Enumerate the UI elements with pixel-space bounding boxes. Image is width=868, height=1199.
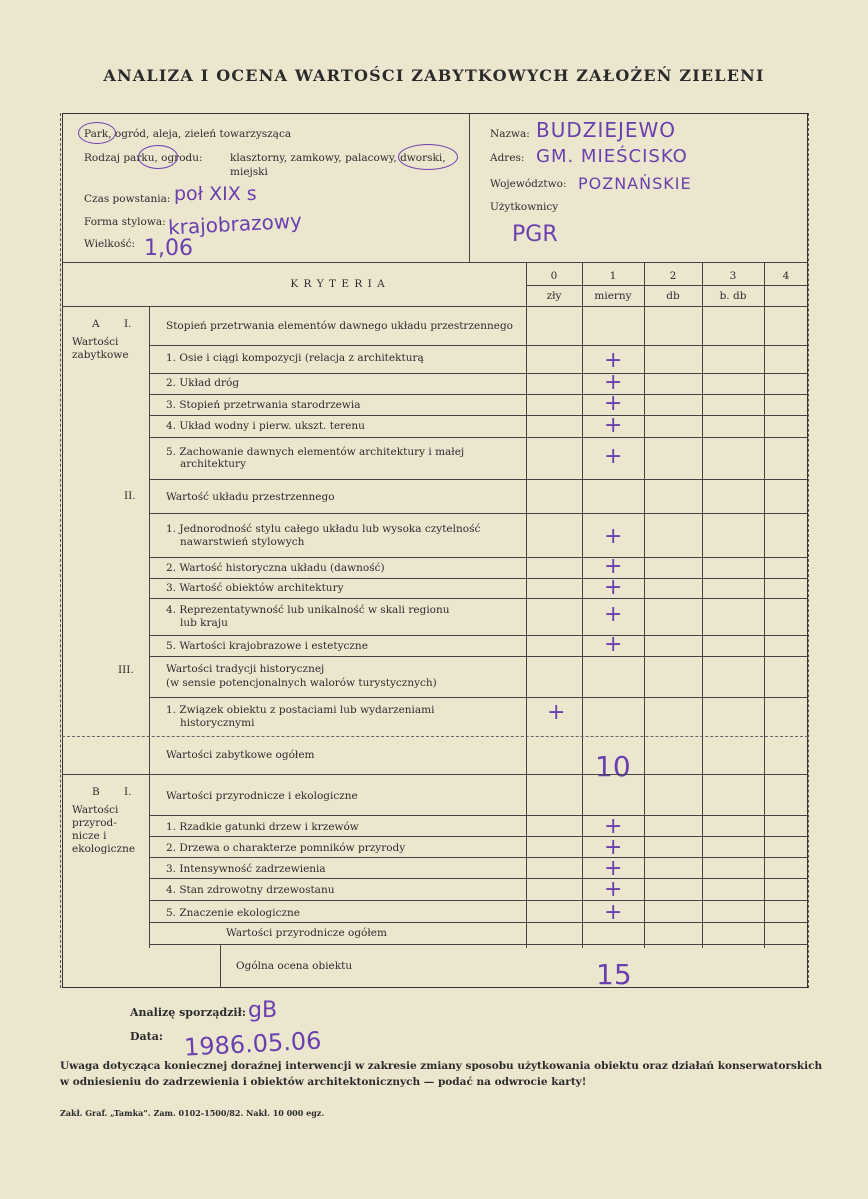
plus-mark: + xyxy=(604,575,623,600)
section-b-heading: Wartości przyrodnicze i ekologiczne xyxy=(166,790,358,802)
section-b-name-3: nicze i xyxy=(72,830,107,842)
plus-mark: + xyxy=(604,554,623,579)
score-col-line-3 xyxy=(702,262,703,948)
header-divider xyxy=(469,114,470,262)
uwaga-line-2: w odniesieniu do zadrzewienia i obiektów architektonicznych — podać na odwrocie karty! xyxy=(60,1076,587,1088)
g1-line-c xyxy=(149,394,808,395)
g1-line-b xyxy=(149,373,808,374)
plus-mark: + xyxy=(604,856,623,881)
g1-item-1: 1. Osie i ciągi kompozycji (relacja z architekturą xyxy=(166,352,424,364)
g1-item-5b: architektury xyxy=(180,458,247,470)
plus-mark: + xyxy=(604,900,623,925)
g1-item-2: 2. Układ dróg xyxy=(166,377,240,389)
plus-mark: + xyxy=(547,700,566,725)
g1-item-4: 4. Układ wodny i pierw. ukszt. terenu xyxy=(166,420,365,432)
wielkosc-label: Wielkość: xyxy=(84,238,136,250)
criteria-left-line xyxy=(149,306,150,948)
czas-value: poł XIX s xyxy=(174,183,257,205)
g2-item-4b: lub kraju xyxy=(180,617,228,629)
czas-label: Czas powstania: xyxy=(84,193,171,205)
b-line-f xyxy=(149,922,808,923)
g1-line-e xyxy=(149,437,808,438)
section-a-roman-2: II. xyxy=(124,490,136,502)
section-a-name-2: zabytkowe xyxy=(72,349,129,361)
score-0-num: 0 xyxy=(550,270,558,282)
rodzaj-options-2: miejski xyxy=(230,166,268,178)
g2-line-f xyxy=(149,656,808,657)
g3-line-a xyxy=(149,697,808,698)
criteria-header-bottom xyxy=(62,306,808,307)
section-b-name-2: przyrod- xyxy=(72,817,117,829)
g2-line-c xyxy=(149,578,808,579)
section-b-name-4: ekologiczne xyxy=(72,843,136,855)
analiza-label: Analizę sporządził: xyxy=(130,1006,246,1019)
adres-label: Adres: xyxy=(490,152,525,164)
score-3-word: b. db xyxy=(719,290,747,302)
score-4-num: 4 xyxy=(782,270,790,282)
g1-item-5: 5. Zachowanie dawnych elementów architektury i małej xyxy=(166,446,465,458)
plus-mark: + xyxy=(604,835,623,860)
score-3-num: 3 xyxy=(729,270,737,282)
section-b-total-label: Wartości przyrodnicze ogółem xyxy=(226,927,387,939)
adres-value: GM. MIEŚCISKO xyxy=(536,146,688,167)
rodzaj-label: Rodzaj parku, ogrodu: xyxy=(84,152,203,164)
g2-line-b xyxy=(149,557,808,558)
score-1-word: mierny xyxy=(594,290,632,302)
g3-item-1: 1. Związek obiektu z postaciami lub wydarzeniami xyxy=(166,704,435,716)
object-type-line: Park, ogród, aleja, zieleń towarzysząca xyxy=(84,128,292,140)
frame-left-dash xyxy=(60,113,61,988)
b-line-d xyxy=(149,878,808,879)
b-item-1: 1. Rzadkie gatunki drzew i krzewów xyxy=(166,821,359,833)
b-line-g xyxy=(149,944,808,945)
circle-dworski xyxy=(398,144,458,170)
g2-item-5: 5. Wartości krajobrazowe i estetyczne xyxy=(166,640,368,652)
analiza-value: gB xyxy=(248,998,278,1023)
g1-line-f xyxy=(149,479,808,480)
plus-mark: + xyxy=(604,632,623,657)
plus-mark: + xyxy=(604,348,623,373)
kryteria-heading: K R Y T E R I A xyxy=(290,278,386,290)
overall-left-line xyxy=(220,944,221,988)
b-item-5: 5. Znaczenie ekologiczne xyxy=(166,907,301,919)
page-title: ANALIZA I OCENA WARTOŚCI ZABYTKOWYCH ZAŁOŻEŃ ZIELENI xyxy=(103,66,765,85)
b-line-c xyxy=(149,857,808,858)
g1-line-a xyxy=(149,345,808,346)
g2-line-d xyxy=(149,598,808,599)
frame-right-dash xyxy=(808,113,809,988)
plus-mark: + xyxy=(604,602,623,627)
score-col-line-1 xyxy=(582,262,583,948)
plus-mark: + xyxy=(604,391,623,416)
score-2-word: db xyxy=(666,290,680,302)
rodzaj-options: klasztorny, zamkowy, palacowy, dworski, xyxy=(230,152,446,164)
data-value: 1986.05.06 xyxy=(183,1026,323,1062)
group-3-heading-1: Wartości tradycji historycznej xyxy=(166,663,325,675)
plus-mark: + xyxy=(604,877,623,902)
g2-item-1b: nawarstwień stylowych xyxy=(180,536,305,548)
plus-mark: + xyxy=(604,814,623,839)
b-line-a xyxy=(149,815,808,816)
plus-mark: + xyxy=(604,524,623,549)
forma-label: Forma stylowa: xyxy=(84,216,166,228)
group-2-heading: Wartość układu przestrzennego xyxy=(166,491,335,503)
b-line-e xyxy=(149,900,808,901)
plus-mark: + xyxy=(604,370,623,395)
score-col-line-0 xyxy=(526,262,527,948)
forma-value: krajobrazowy xyxy=(167,208,303,240)
circle-park xyxy=(78,122,116,144)
nazwa-value: BUDZIEJEWO xyxy=(536,118,677,142)
section-b-roman: I. xyxy=(124,786,132,798)
g2-item-3: 3. Wartość obiektów architektury xyxy=(166,582,344,594)
section-a-name-1: Wartości xyxy=(72,336,119,348)
g2-line-a xyxy=(149,513,808,514)
g3-dash-line xyxy=(62,736,808,737)
b-item-4: 4. Stan zdrowotny drzewostanu xyxy=(166,884,335,896)
section-b-name-1: Wartości xyxy=(72,804,119,816)
uzytkownicy-value: PGR xyxy=(512,222,558,247)
section-a-total-label: Wartości zabytkowe ogółem xyxy=(166,749,315,761)
g3-item-1b: historycznymi xyxy=(180,717,255,729)
wojewodztwo-value: POZNAŃSKIE xyxy=(578,174,692,193)
score-2-num: 2 xyxy=(669,270,677,282)
section-a-letter: A xyxy=(92,318,100,330)
uzytkownicy-label: Użytkownicy xyxy=(490,201,559,213)
score-header-midline xyxy=(526,285,808,286)
g1-item-3: 3. Stopień przetrwania starodrzewia xyxy=(166,399,361,411)
group-3-heading-2: (w sensie potencjonalnych walorów turystycznych) xyxy=(166,677,437,689)
overall-value: 15 xyxy=(596,958,632,991)
b-line-b xyxy=(149,836,808,837)
score-1-num: 1 xyxy=(609,270,617,282)
data-label: Data: xyxy=(130,1030,163,1043)
print-imprint: Zakł. Graf. „Tamka”. Zam. 0102-1500/82. Nakł. 10 000 egz. xyxy=(60,1108,325,1118)
plus-mark: + xyxy=(604,413,623,438)
header-bottom-line xyxy=(62,262,808,263)
overall-label: Ogólna ocena obiektu xyxy=(236,960,353,972)
wojewodztwo-label: Województwo: xyxy=(490,178,567,190)
section-a-roman-3: III. xyxy=(118,664,134,676)
section-a-total-value: 10 xyxy=(595,750,631,783)
plus-mark: + xyxy=(604,444,623,469)
score-0-word: zły xyxy=(546,290,562,302)
uwaga-line-1: Uwaga dotycząca koniecznej doraźnej interwencji w zakresie zmiany sposobu użytkowania obiektu oraz działań konserwatorskich xyxy=(60,1060,823,1072)
wielkosc-value: 1,06 xyxy=(144,236,193,261)
g2-item-1: 1. Jednorodność stylu całego układu lub wysoka czytelność xyxy=(166,523,481,535)
g1-line-d xyxy=(149,415,808,416)
g2-item-2: 2. Wartość historyczna układu (dawność) xyxy=(166,562,385,574)
score-col-line-2 xyxy=(644,262,645,948)
g2-item-4: 4. Reprezentatywność lub unikalność w skali regionu xyxy=(166,604,450,616)
group-1-heading: Stopień przetrwania elementów dawnego układu przestrzennego xyxy=(166,320,513,332)
g2-line-e xyxy=(149,635,808,636)
b-item-3: 3. Intensywność zadrzewienia xyxy=(166,863,326,875)
section-a-roman: I. xyxy=(124,318,132,330)
circle-parku xyxy=(138,145,178,169)
b-item-2: 2. Drzewa o charakterze pomników przyrody xyxy=(166,842,406,854)
nazwa-label: Nazwa: xyxy=(490,128,530,140)
section-a-bottom-line xyxy=(62,774,808,775)
score-col-line-4 xyxy=(764,262,765,948)
section-b-letter: B xyxy=(92,786,100,798)
